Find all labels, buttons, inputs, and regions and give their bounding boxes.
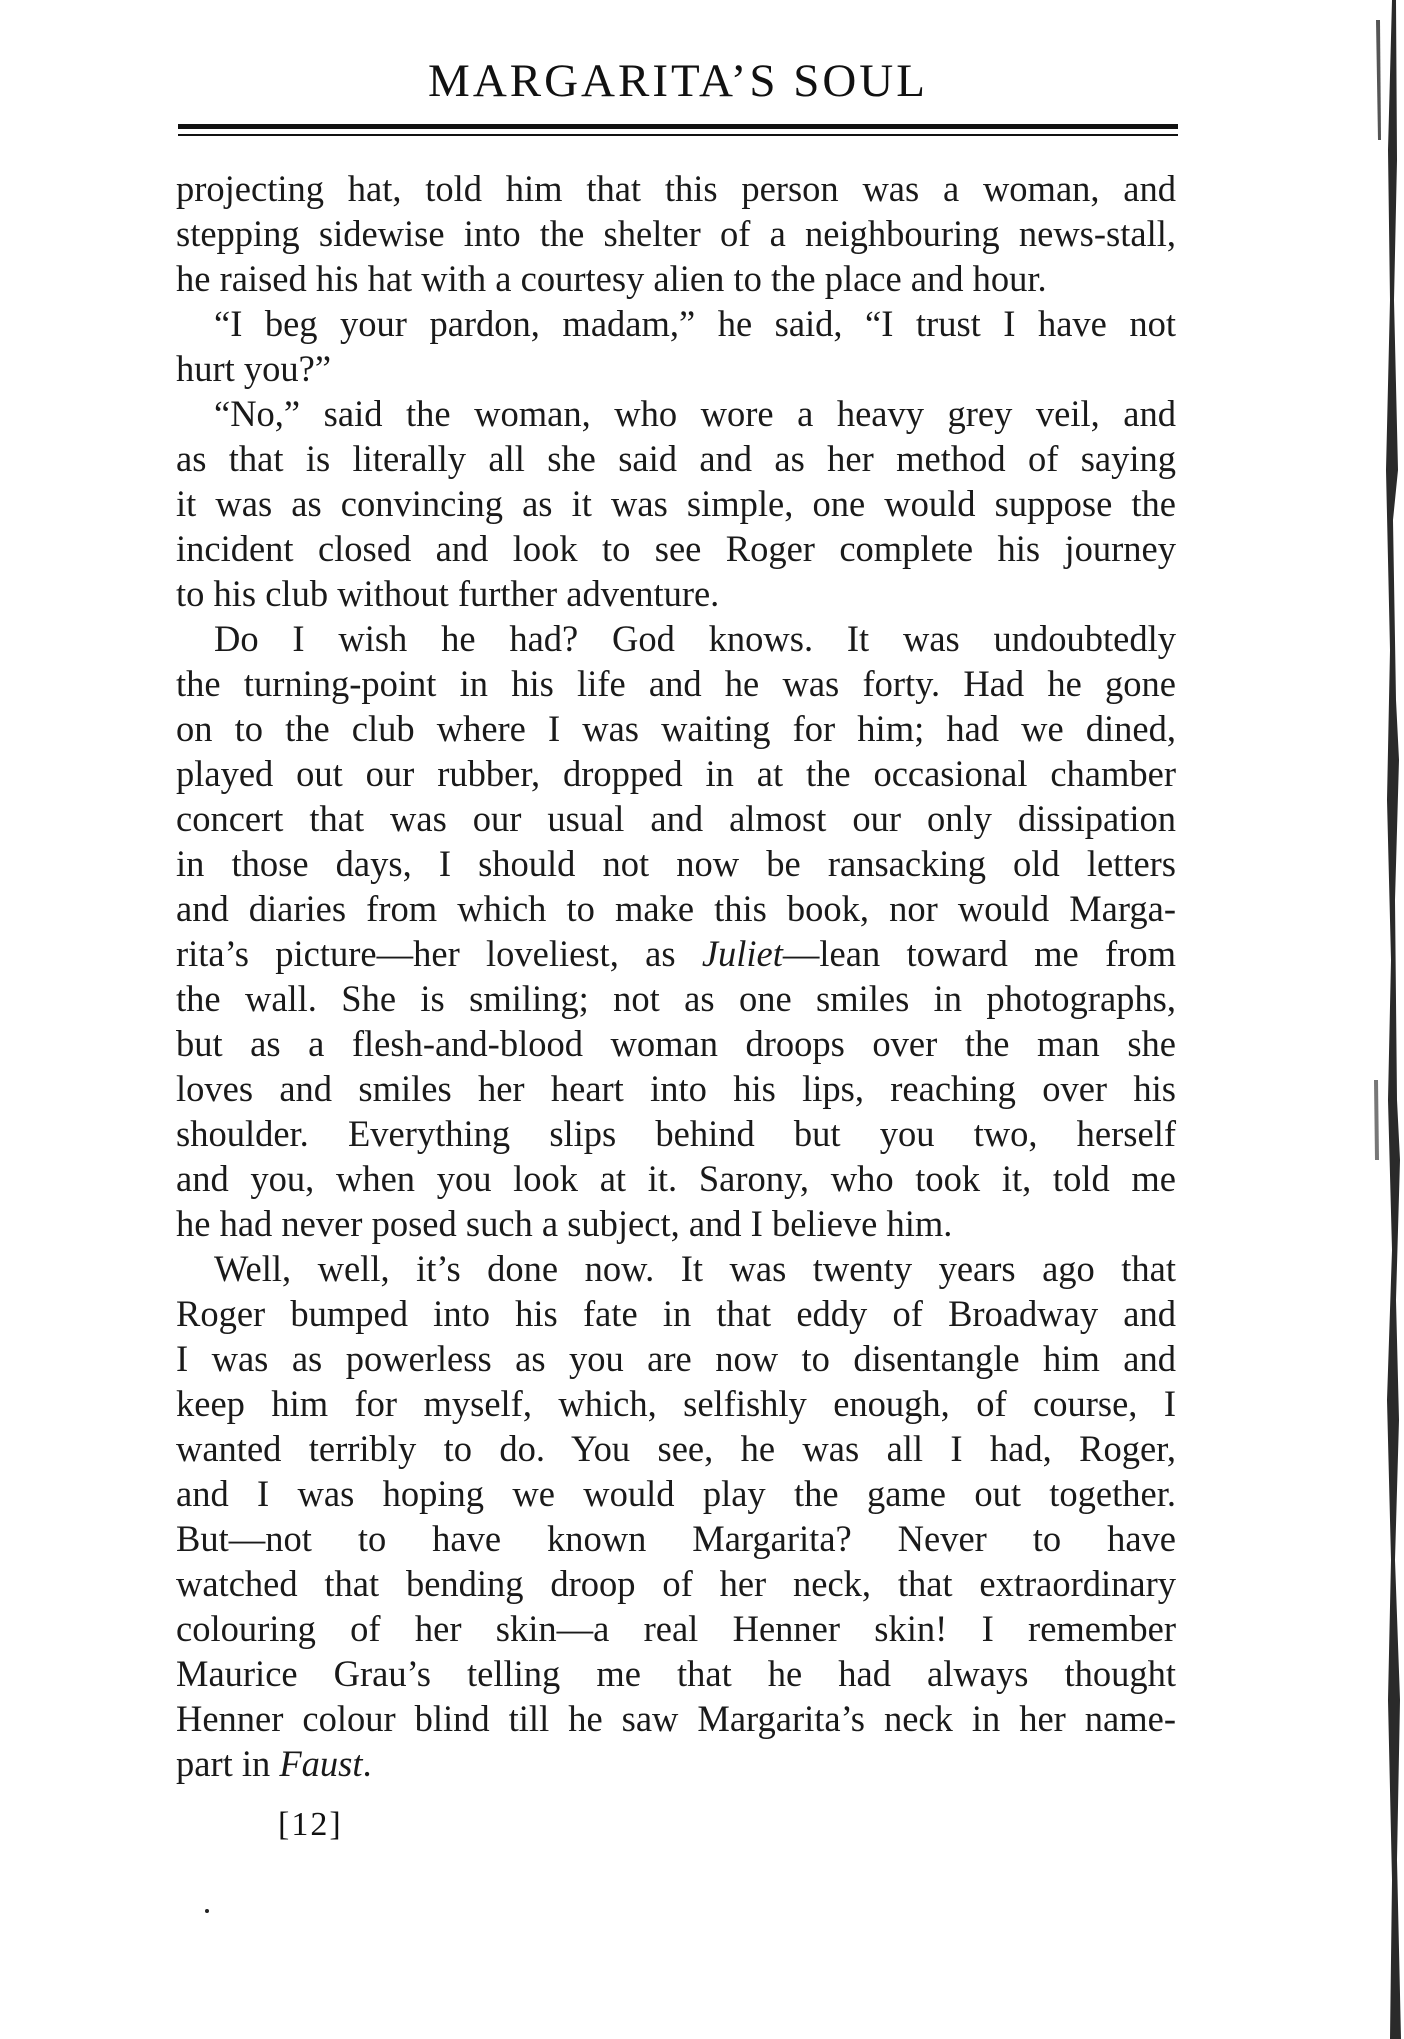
text-line: on to the club where I was waiting for him; had we dined,	[176, 708, 1176, 749]
text-line: but as a flesh-and-blood woman droops over the man she	[176, 1023, 1176, 1064]
text-line: loves and smiles her heart into his lips, reaching over his	[176, 1068, 1176, 1109]
text-line: colouring of her skin—a real Henner skin! I remember	[176, 1608, 1176, 1649]
text-line: keep him for myself, which, selfishly enough, of course, I	[176, 1383, 1176, 1424]
scanned-binding-edge	[1366, 0, 1404, 2039]
text-line: But—not to have known Margarita? Never to have	[176, 1518, 1176, 1559]
running-head: MARGARITA’S SOUL	[428, 55, 928, 107]
text-line: Roger bumped into his fate in that eddy of Broadway and	[176, 1293, 1176, 1334]
text-line: incident closed and look to see Roger complete his journey	[176, 528, 1176, 569]
text-line: to his club without further adventure.	[176, 573, 720, 614]
text-line: wanted terribly to do. You see, he was all I had, Roger,	[176, 1428, 1176, 1469]
page-number: [12]	[278, 1806, 343, 1843]
text-line: it was as convincing as it was simple, one would suppose the	[176, 483, 1176, 524]
text-line: “No,” said the woman, who wore a heavy grey veil, and	[214, 393, 1176, 434]
text-line: played out our rubber, dropped in at the occasional chamber	[176, 753, 1176, 794]
text-line: rita’s picture—her loveliest, as Juliet—lean toward me from	[176, 933, 1176, 974]
text-line: the turning-point in his life and he was forty. Had he gone	[176, 663, 1176, 704]
text-line: shoulder. Everything slips behind but you two, herself	[176, 1113, 1176, 1154]
header-rule-thin	[178, 134, 1178, 136]
body-text	[176, 166, 1176, 1786]
text-line: and diaries from which to make this book, nor would Marga-	[176, 888, 1176, 929]
text-line: as that is literally all she said and as her method of saying	[176, 438, 1176, 479]
header-rule-thick	[178, 124, 1178, 129]
text-line: in those days, I should not now be ransacking old letters	[176, 843, 1176, 884]
text-line: “I beg your pardon, madam,” he said, “I trust I have not	[214, 303, 1176, 344]
text-line: projecting hat, told him that this person was a woman, and	[176, 168, 1176, 209]
text-line: stepping sidewise into the shelter of a neighbouring news-stall,	[176, 213, 1176, 254]
text-line: I was as powerless as you are now to disentangle him and	[176, 1338, 1176, 1379]
text-line: he had never posed such a subject, and I believe him.	[176, 1203, 953, 1244]
text-line: Maurice Grau’s telling me that he had always thought	[176, 1653, 1176, 1694]
text-line: he raised his hat with a courtesy alien to the place and hour.	[176, 258, 1047, 299]
text-line: and I was hoping we would play the game out together.	[176, 1473, 1176, 1514]
dust-speck	[205, 1909, 209, 1913]
text-line: the wall. She is smiling; not as one smiles in photographs,	[176, 978, 1176, 1019]
text-line: Henner colour blind till he saw Margarita’s neck in her name-	[176, 1698, 1176, 1739]
text-line: watched that bending droop of her neck, that extraordinary	[176, 1563, 1176, 1604]
text-line: and you, when you look at it. Sarony, who took it, told me	[176, 1158, 1176, 1199]
text-line: Well, well, it’s done now. It was twenty years ago that	[214, 1248, 1176, 1289]
text-line: Do I wish he had? God knows. It was undoubtedly	[214, 618, 1176, 659]
text-line: concert that was our usual and almost our only dissipation	[176, 798, 1176, 839]
text-line: part in Faust.	[176, 1743, 372, 1784]
text-line: hurt you?”	[176, 348, 332, 389]
